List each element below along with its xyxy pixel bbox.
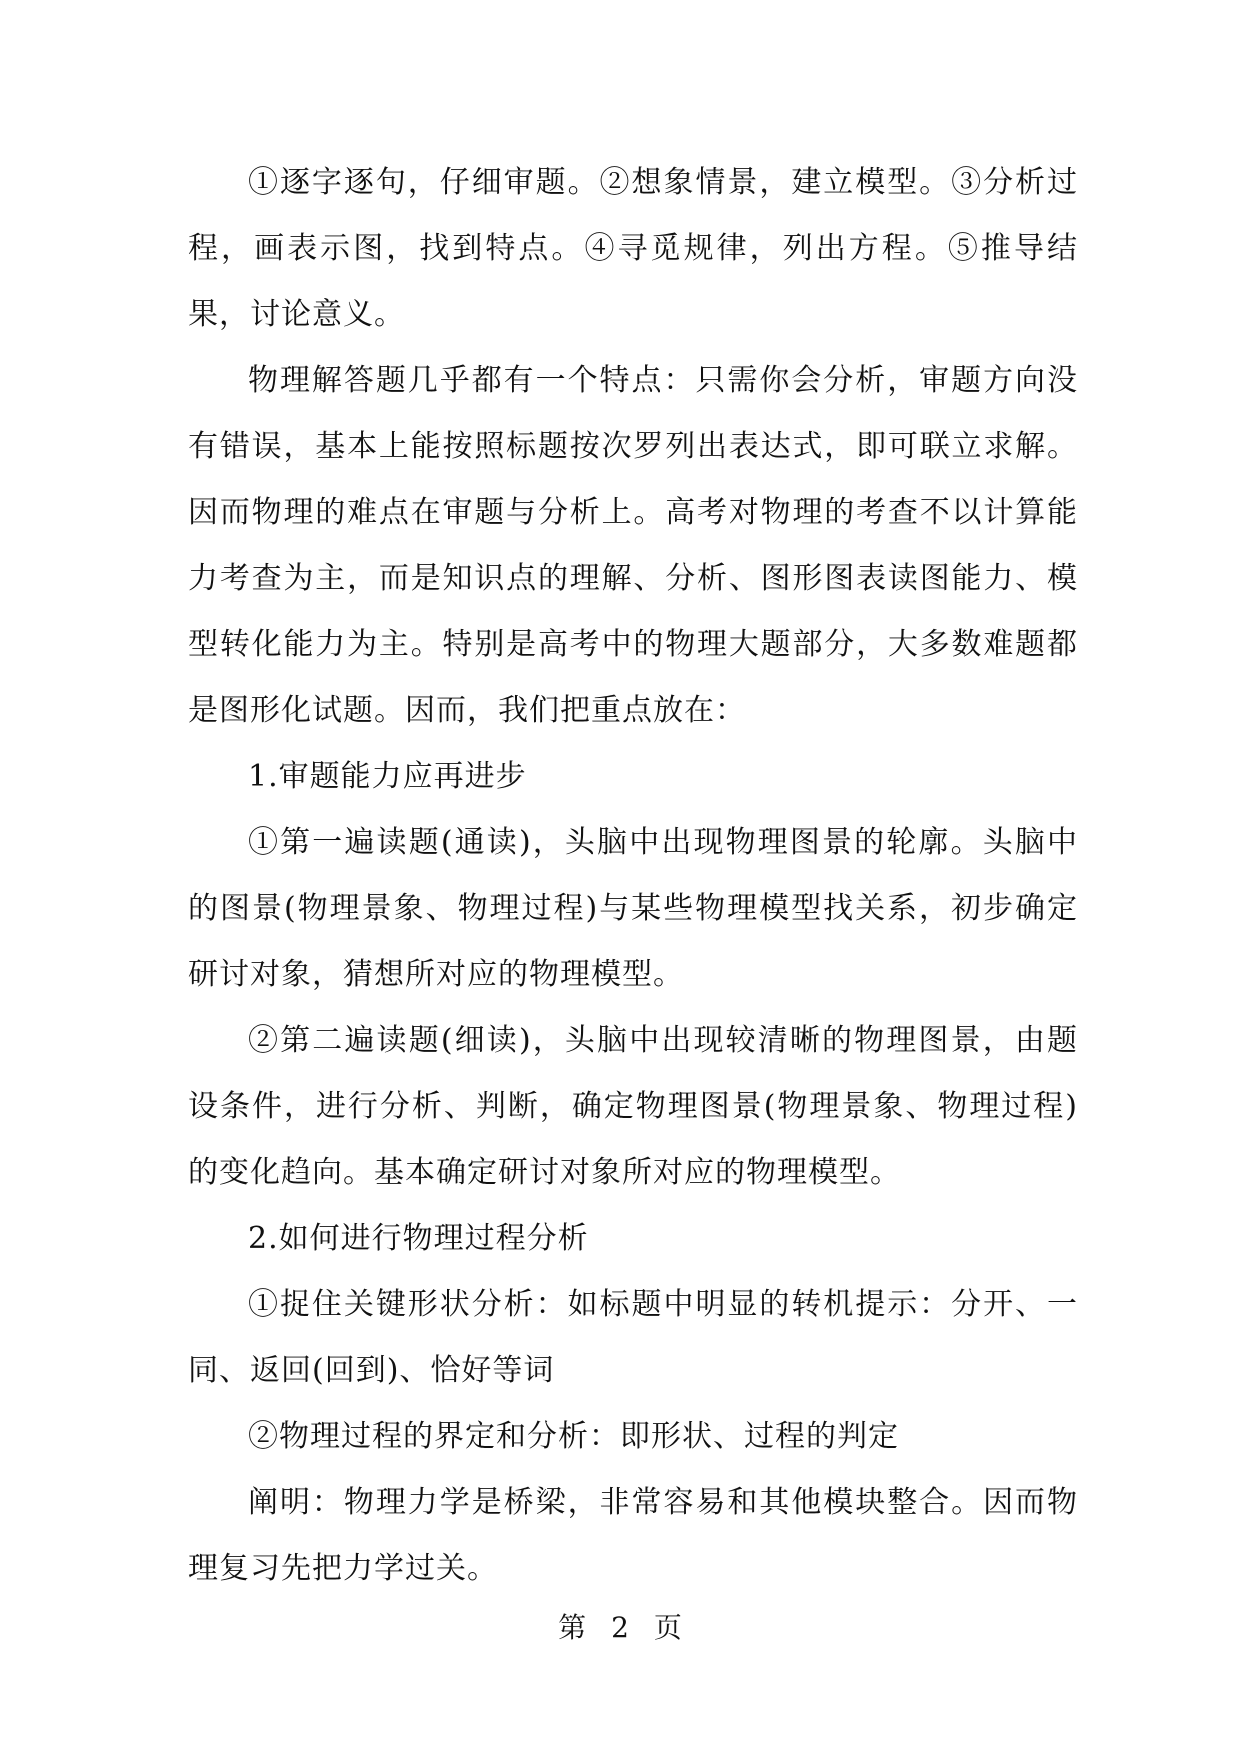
footer-prefix: 第 (558, 1611, 588, 1644)
paragraph-process-definition: ②物理过程的界定和分析：即形状、过程的判定 (248, 1419, 899, 1454)
footer-suffix: 页 (653, 1611, 683, 1644)
paragraph-first-reading: ①第一遍读题(通读)，头脑中出现物理图景的轮廓。头脑中的图景(物理景象、物理过程)与某些物理模型找关系，初步确定研讨对象，猜想所对应的物理模型。 (188, 825, 1078, 992)
page-number: 2 (611, 1611, 630, 1644)
paragraph-note: 阐明：物理力学是桥梁，非常容易和其他模块整合。因而物理复习先把力学过关。 (188, 1485, 1078, 1586)
heading-review-ability: 1.审题能力应再进步 (248, 759, 527, 794)
paragraph-intro: 物理解答题几乎都有一个特点：只需你会分析，审题方向没有错误，基本上能按照标题按次罗列出表达式，即可联立求解。因而物理的难点在审题与分析上。高考对物理的考查不以计算能力考查为主，而是知识点的理解、分析、图形图表读图能力、模型转化能力为主。特别是高考中的物理大题部分，大多数难题都是图形化试题。因而，我们把重点放在： (188, 363, 1078, 728)
heading-process-analysis: 2.如何进行物理过程分析 (248, 1221, 589, 1256)
document-body (188, 150, 1078, 1602)
paragraph-key-states: ①捉住关键形状分析：如标题中明显的转机提示：分开、一同、返回(回到)、恰好等词 (188, 1287, 1078, 1388)
paragraph-steps: ①逐字逐句，仔细审题。②想象情景，建立模型。③分析过程，画表示图，找到特点。④寻觅规律，列出方程。⑤推导结果，讨论意义。 (188, 165, 1078, 332)
paragraph-second-reading: ②第二遍读题(细读)，头脑中出现较清晰的物理图景，由题设条件，进行分析、判断，确定物理图景(物理景象、物理过程)的变化趋向。基本确定研讨对象所对应的物理模型。 (188, 1023, 1078, 1190)
page-footer (0, 1606, 1241, 1646)
